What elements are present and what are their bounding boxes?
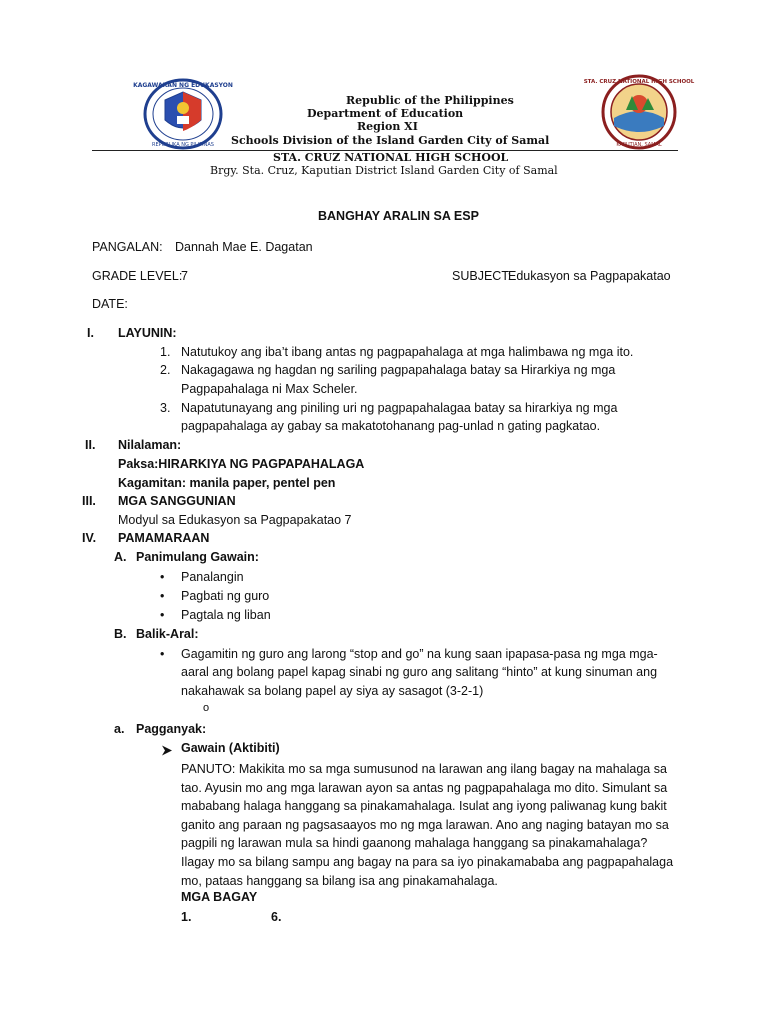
letterhead-line-3: Region XI (357, 120, 418, 133)
sanggunian-text: Modyul sa Edukasyon sa Pagpapakatao 7 (118, 513, 352, 527)
date-label: DATE: (92, 297, 128, 311)
school-name: STA. CRUZ NATIONAL HIGH SCHOOL (273, 151, 509, 164)
objective-3-line-1: Napatutunayang ang piniling uri ng pagpapahalagaa batay sa hirarkiya ng mga (181, 401, 618, 415)
objective-1-line-1: Natutukoy ang iba’t ibang antas ng pagpapahalaga at mga halimbawa ng mga ito. (181, 345, 634, 359)
bullet-icon: • (160, 589, 165, 603)
panuto-line: ganito ang paraan ng pagsasaayos mo ng mga larawan. Ano ang naging batayan mo sa (181, 817, 669, 832)
a-item-1: Panalangin (181, 570, 244, 584)
name-label: PANGALAN: (92, 240, 163, 254)
a-item-3: Pagtala ng liban (181, 608, 271, 622)
grade-label: GRADE LEVEL: (92, 269, 183, 283)
panuto-line: pagpili ng larawan mula sa hindi gaanong mahalaga hanggang sa pinakamahalaga? (181, 836, 648, 851)
panuto-line: mo, pataas hanggang sa bilang isa ang pinakamahalaga. (181, 873, 498, 888)
section-4-numeral: IV. (82, 531, 97, 545)
svg-text:KAPUTIAN, SAMAL: KAPUTIAN, SAMAL (616, 142, 662, 148)
subsection-b-letter: B. (114, 627, 127, 641)
bullet-icon: • (160, 647, 165, 661)
subject-label: SUBJECT: (452, 269, 512, 283)
objective-2-number: 2. (160, 363, 171, 377)
subsection-pagganyak-heading: Pagganyak: (136, 722, 207, 736)
balik-aral-line-2: aaral ang bolang papel kapag sinabi ng guro ang salitang “hinto” at kung sinuman ang (181, 665, 658, 679)
kagamitan-line: Kagamitan: manila paper, pentel pen (118, 476, 336, 490)
objective-3-number: 3. (160, 401, 171, 415)
school-seal-icon (583, 74, 695, 150)
objective-3-line-2: pagpapahalaga ay gabay sa makatotohanang pag-unlad n gating pagkatao. (181, 419, 601, 433)
school-seal-logo (583, 74, 695, 150)
bullet-icon: • (160, 570, 165, 584)
panuto-line: mababang halaga hanggang sa pinakamahalaga. Isulat ang iyong paliwanag kung bakit (181, 799, 667, 814)
objective-1-number: 1. (160, 345, 171, 359)
letterhead-line-4: Schools Division of the Island Garden City of Samal (231, 134, 550, 147)
panuto-line: Ilagay mo sa bilang sampu ang bagay na para sa iyo pinakamababa ang pagpapahalaga (181, 854, 674, 869)
letterhead-line-1: Republic of the Philippines (346, 94, 514, 107)
subsection-a-letter: A. (114, 550, 127, 564)
grade-value: 7 (181, 269, 188, 283)
subsection-b-heading: Balik-Aral: (136, 627, 199, 641)
section-4-heading: PAMAMARAAN (118, 531, 210, 545)
subsection-pagganyak-letter: a. (114, 722, 125, 736)
objective-2-line-2: Pagpapahalaga ni Max Scheler. (181, 382, 358, 396)
list-number-1: 1. (181, 910, 192, 924)
section-1-heading: LAYUNIN: (118, 326, 177, 340)
name-value: Dannah Mae E. Dagatan (175, 240, 313, 254)
panuto-paragraph (181, 760, 673, 890)
panuto-line: tao. Ayusin mo ang mga larawan ayon sa antas ng pagpapahalaga mo dito. Simulant sa (181, 780, 668, 795)
a-item-2: Pagbati ng guro (181, 589, 270, 603)
gawain-heading: Gawain (Aktibiti) (181, 741, 280, 755)
balik-aral-line-3: nakahawak sa bolang papel ay siya ay sasagot (3-2-1) (181, 684, 484, 698)
sub-bullet-circle-icon: o (203, 702, 210, 714)
svg-text:STA. CRUZ NATIONAL HIGH SCHOOL: STA. CRUZ NATIONAL HIGH SCHOOL (583, 79, 695, 85)
mga-bagay-heading: MGA BAGAY (181, 890, 258, 904)
list-number-6: 6. (271, 910, 282, 924)
subsection-a-heading: Panimulang Gawain: (136, 550, 259, 564)
arrowhead-bullet-icon (161, 743, 173, 761)
svg-text:REPUBLIKA NG PILIPINAS: REPUBLIKA NG PILIPINAS (152, 142, 214, 148)
section-1-numeral: I. (87, 326, 94, 340)
school-address: Brgy. Sta. Cruz, Kaputian District Island Garden City of Samal (210, 164, 558, 177)
objective-2-line-1: Nakagagawa ng hagdan ng sariling pagpapahalaga batay sa Hirarkiya ng mga (181, 363, 616, 377)
section-2-numeral: II. (85, 438, 96, 452)
panuto-line: PANUTO: Makikita mo sa mga sumusunod na larawan ang ilang bagay na mahalaga sa (181, 762, 667, 776)
deped-seal-icon (133, 78, 233, 150)
svg-text:KAGAWARAN NG EDUKASYON: KAGAWARAN NG EDUKASYON (133, 82, 233, 89)
deped-seal-logo (133, 78, 233, 150)
balik-aral-line-1: Gagamitin ng guro ang larong “stop and go” na kung saan ipapasa-pasa ng mga mga- (181, 647, 658, 661)
subject-value: Edukasyon sa Pagpapakatao (508, 269, 671, 283)
bullet-icon: • (160, 608, 165, 622)
section-3-numeral: III. (82, 494, 96, 508)
document-title: BANGHAY ARALIN SA ESP (318, 209, 479, 223)
paksa-line: Paksa:HIRARKIYA NG PAGPAPAHALAGA (118, 457, 365, 471)
section-3-heading: MGA SANGGUNIAN (118, 494, 236, 508)
letterhead-line-2: Department of Education (307, 107, 464, 120)
section-2-heading: Nilalaman: (118, 438, 182, 452)
